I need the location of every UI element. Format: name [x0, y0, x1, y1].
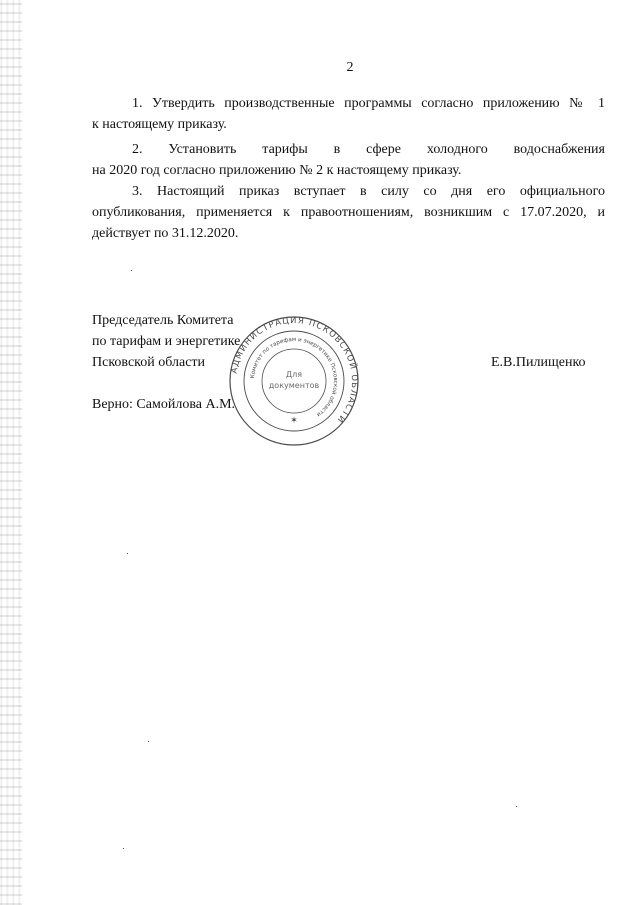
signer-position-line-3: Псковской области [92, 355, 206, 370]
paragraph-3-line-1: 3. Настоящий приказ вступает в силу со дня его официального [132, 184, 605, 199]
paragraph-1 [92, 93, 605, 135]
paragraph-1-line-1: 1. Утвердить производственные программы согласно приложению № 1 [132, 96, 605, 111]
paragraph-3-line-3: действует по 31.12.2020. [92, 226, 239, 241]
scan-edge-noise [0, 0, 22, 905]
paragraph-1-line-2: к настоящему приказу. [92, 117, 227, 132]
paragraph-2-line-1: 2. Установить тарифы в сфере холодного водоснабжения [132, 142, 605, 157]
scan-speck [131, 270, 132, 271]
verified-by: Верно: Самойлова А.М. [92, 397, 236, 412]
signer-position-line-2: по тарифам и энергетике [92, 334, 241, 349]
seal-center-line-2: документов [268, 381, 320, 390]
seal-center-line-1: Для [285, 370, 303, 379]
seal-star-icon: ✶ [290, 416, 298, 426]
signer-name: Е.В.Пилищенко [491, 355, 586, 370]
scan-speck [516, 806, 517, 807]
scan-speck [123, 848, 124, 849]
scan-speck [127, 553, 128, 554]
signer-position-line-1: Председатель Комитета [92, 313, 234, 328]
paragraph-2 [92, 139, 605, 181]
page-number: 2 [346, 60, 354, 75]
seal-outer-text: АДМИНИСТРАЦИЯ ПСКОВСКОЙ ОБЛАСТИ [228, 315, 360, 426]
seal-inner-text: Комитет по тарифам и энергетике Псковской области [250, 336, 339, 418]
seal-stamp [228, 315, 360, 447]
paragraph-2-line-2: на 2020 год согласно приложению № 2 к настоящему приказу. [92, 163, 462, 178]
paragraph-3-line-2: опубликования, применяется к правоотношениям, возникшим с 17.07.2020, и [92, 205, 605, 220]
scan-speck [148, 741, 149, 742]
signer-position [92, 310, 240, 373]
paragraph-3 [92, 181, 605, 244]
